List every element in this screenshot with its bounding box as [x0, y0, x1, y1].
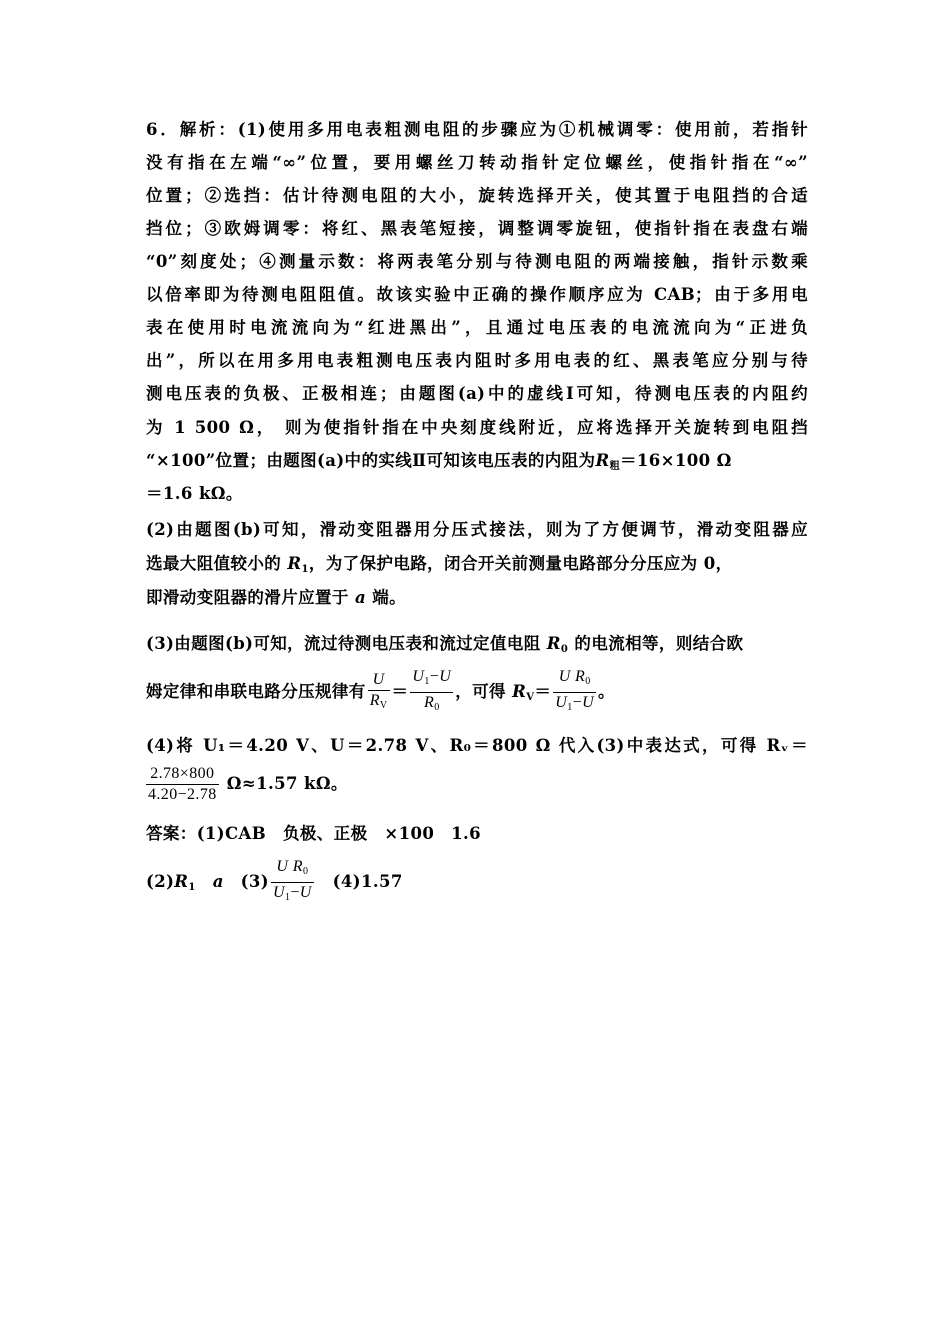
- text-segment: ＝16×100 Ω: [620, 451, 732, 470]
- text-line: (2)由题图(b)可知，滑动变阻器用分压式接法，则为了方便调节，滑动变阻器应: [146, 520, 808, 539]
- subscript: 1: [301, 564, 309, 575]
- text-line: ＝1.6 kΩ。: [146, 484, 243, 503]
- text-line: 测电压表的负极、正极相连；由题图(a)中的虚线Ⅰ可知，待测电压表的内阻约: [146, 384, 808, 403]
- text-line: 为 1 500 Ω， 则为使指针指在中央刻度线附近，应将选择开关旋转到电阻挡: [146, 418, 808, 437]
- text-line: 没有指在左端“∞”位置，要用螺丝刀转动指针定位螺丝，使指针指在“∞”: [146, 153, 808, 172]
- variable-r: R: [595, 451, 610, 470]
- variable-r: R: [546, 634, 561, 653]
- text-segment: 即滑动变阻器的滑片应置于: [146, 588, 355, 607]
- text-line: [146, 632, 808, 656]
- text-line: 6．解析：(1)使用多用电表粗测电阻的步骤应为①机械调零：使用前，若指针: [146, 120, 808, 139]
- variable-r: R: [287, 554, 302, 573]
- answer-line: $(2)R_1$ a (3) $\frac{\text{U R0}}{U1-U}$ (4)1.57: [146, 856, 808, 908]
- text-line: 位置；②选挡：估计待测电阻的大小，旋转选择开关，使其置于电阻挡的合适: [146, 186, 808, 205]
- text-line: 以倍率即为待测电阻阻值。故该实验中正确的操作顺序应为 CAB；由于多用电: [146, 285, 808, 304]
- text-segment: Ω≈1.57 kΩ。: [220, 774, 348, 793]
- text-segment: (3)由题图(b)可知，流过待测电压表和流过定值电阻: [146, 634, 547, 653]
- text-segment: 选最大阻值较小的: [146, 554, 288, 573]
- subscript: 粗: [609, 461, 620, 472]
- text-segment: ，为了保护电路，闭合开关前测量电路部分分压应为 0，: [308, 554, 733, 573]
- text-line: [146, 586, 808, 610]
- text-line: 表在使用时电流流向为“红进黑出”，且通过电压表的电流流向为“正进负: [146, 318, 808, 337]
- text-line: (4)将 U₁＝4.20 V、U＝2.78 V、R₀＝800 Ω 代入(3)中表达式，可得 Rᵥ＝: [146, 736, 808, 755]
- text-segment: ，可得: [455, 682, 513, 701]
- text-segment: 端。: [366, 588, 406, 607]
- fraction-u-over-rv: $\frac{U}{RV}$: [369, 670, 388, 711]
- text-line: 挡位；③欧姆调零：将红、黑表笔短接，调整调零旋钮，使指针指在表盘右端: [146, 219, 808, 238]
- answer-line: 答案：(1)CAB 负极、正极 ×100 1.6: [146, 824, 482, 843]
- text-line: 出”，所以在用多用电表粗测电压表内阻时多用电表的红、黑表笔应分别与待: [146, 351, 808, 370]
- text-segment: 。: [598, 682, 615, 701]
- text-line: [146, 449, 808, 473]
- text-segment: 的电流相等，则结合欧: [568, 634, 744, 653]
- variable-a: a: [354, 588, 367, 607]
- fraction-rv-result: $\frac{\text{U R0}}{U1-U}$: [555, 668, 595, 713]
- formula-line: 姆定律和串联电路分压规律有 $\frac{U}{RV}$ ＝ $\frac{U1-U}{R0}$ ，可得 $R_V=$ $\frac{\text{U R0}}{U1-U}$ 。: [146, 666, 808, 718]
- fraction-numeric: $\frac{2.78\times 800}{4.20-2.78}$: [148, 765, 217, 803]
- subscript: 0: [560, 644, 569, 655]
- text-segment: “×100”位置；由题图(a)中的实线Ⅱ可知该电压表的内阻为: [146, 451, 596, 470]
- text-line: “0”刻度处；④测量示数：将两表笔分别与待测电阻的两端接触，指针示数乘: [146, 252, 808, 271]
- formula-line: [146, 758, 808, 810]
- fraction-u1-minus-u-over-r0: $\frac{U1-U}{R0}$: [412, 668, 452, 713]
- text-line: [146, 552, 808, 576]
- text-segment: 姆定律和串联电路分压规律有: [146, 682, 366, 701]
- fraction-rv-answer: $\frac{\text{U R0}}{U1-U}$: [272, 858, 312, 903]
